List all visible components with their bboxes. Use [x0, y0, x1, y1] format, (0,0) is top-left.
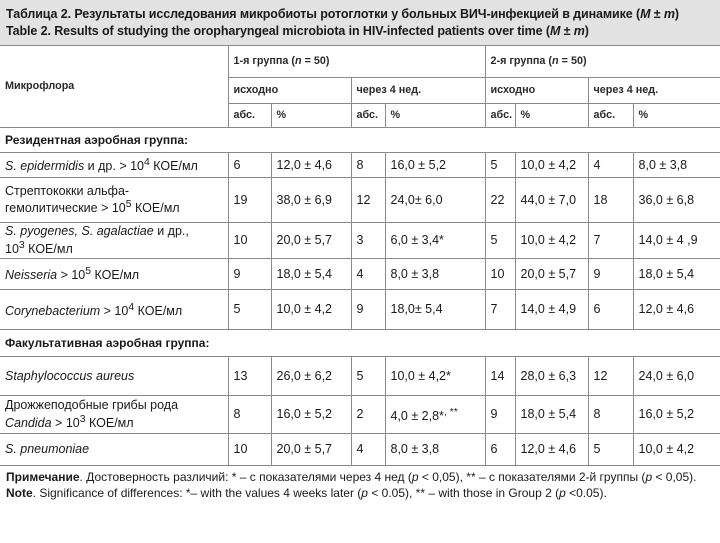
pct-header: % — [515, 104, 588, 128]
row-label: Staphylococcus aureus — [0, 357, 228, 396]
abs-header: абс. — [485, 104, 515, 128]
table-row — [0, 434, 720, 466]
row-label: Neisseria > $10^5$ КОЕ/мл — [0, 259, 228, 290]
table-row — [0, 178, 720, 223]
g1-initial-header: исходно — [228, 78, 351, 104]
cell: 8,0 ± 3,8 — [633, 153, 720, 178]
cell: 24,0 ± 6,0 — [633, 357, 720, 396]
row-label: Дрожжеподобные грибы рода Candida > $10^3$ КОЕ/мл — [0, 396, 228, 434]
row-label: S. pyogenes, S. agalactiae и др., $10^3$ КОЕ/мл — [0, 223, 228, 259]
cell: 16,0 ± 5,2 — [385, 153, 485, 178]
cell: 10,0 ± 4,2 — [515, 153, 588, 178]
cell: 18,0± 5,4 — [385, 290, 485, 330]
cell: 20,0 ± 5,7 — [271, 223, 351, 259]
cell: 8,0 ± 3,8 — [385, 434, 485, 466]
cell: 2 — [351, 396, 385, 434]
cell: 10,0 ± 4,2 — [271, 290, 351, 330]
abs-header: абс. — [228, 104, 271, 128]
cell: 12,0 ± 4,6 — [633, 290, 720, 330]
table-row — [0, 223, 720, 259]
footnote-en: Note. Significance of differences: *– with the values 4 weeks later (p < 0.05), ** – with those in Group 2 (p <0.05). — [6, 486, 607, 500]
abs-header: абс. — [351, 104, 385, 128]
cell: 36,0 ± 6,8 — [633, 178, 720, 223]
cell: 4,0 ± 2,8*, ** — [385, 396, 485, 434]
cell: 10,0 ± 4,2 — [515, 223, 588, 259]
cell: 18,0 ± 5,4 — [271, 259, 351, 290]
cell: 8 — [588, 396, 633, 434]
cell: 20,0 ± 5,7 — [271, 434, 351, 466]
cell: 18,0 ± 5,4 — [515, 396, 588, 434]
cell: 9 — [228, 259, 271, 290]
microflora-header: Микрофлора — [0, 46, 228, 128]
g2-initial-header: исходно — [485, 78, 588, 104]
cell: 12 — [588, 357, 633, 396]
cell: 10 — [228, 223, 271, 259]
cell: 28,0 ± 6,3 — [515, 357, 588, 396]
row-label: S. pneumoniae — [0, 434, 228, 466]
results-table — [0, 45, 720, 466]
cell: 12,0 ± 4,6 — [515, 434, 588, 466]
cell: 6,0 ± 3,4* — [385, 223, 485, 259]
cell: 5 — [485, 223, 515, 259]
footnote-ru: Примечание. Достоверность различий: * – с показателями через 4 нед (p < 0,05), ** – с показателями 2-й группы (p < 0,05). — [6, 470, 697, 484]
cell: 10 — [485, 259, 515, 290]
g2-after4-header: через 4 нед. — [588, 78, 720, 104]
table-title — [0, 0, 720, 45]
table-row — [0, 357, 720, 396]
abs-header: абс. — [588, 104, 633, 128]
cell: 4 — [588, 153, 633, 178]
cell: 26,0 ± 6,2 — [271, 357, 351, 396]
cell: 6 — [485, 434, 515, 466]
title-en: Table 2. Results of studying the oropharyngeal microbiota in HIV-infected patients over time (M ± m) — [6, 24, 589, 38]
cell: 19 — [228, 178, 271, 223]
header-row-1 — [0, 46, 720, 78]
cell: 6 — [228, 153, 271, 178]
cell: 14 — [485, 357, 515, 396]
cell: 14,0 ± 4 ,9 — [633, 223, 720, 259]
table-row — [0, 259, 720, 290]
cell: 8 — [228, 396, 271, 434]
group1-header: 1-я группа (n = 50) — [228, 46, 485, 78]
cell: 7 — [588, 223, 633, 259]
cell: 12 — [351, 178, 385, 223]
cell: 7 — [485, 290, 515, 330]
cell: 9 — [485, 396, 515, 434]
row-label: S. epidermidis и др. > $10^4$ КОЕ/мл — [0, 153, 228, 178]
cell: 8 — [351, 153, 385, 178]
cell: 22 — [485, 178, 515, 223]
g1-after4-header: через 4 нед. — [351, 78, 485, 104]
cell: 9 — [588, 259, 633, 290]
table-row — [0, 290, 720, 330]
section-label: Факультативная аэробная группа: — [0, 330, 720, 357]
cell: 20,0 ± 5,7 — [515, 259, 588, 290]
section-label: Резидентная аэробная группа: — [0, 128, 720, 153]
cell: 10,0 ± 4,2 — [633, 434, 720, 466]
cell: 12,0 ± 4,6 — [271, 153, 351, 178]
section-resident — [0, 128, 720, 153]
cell: 5 — [485, 153, 515, 178]
table-row — [0, 396, 720, 434]
cell: 5 — [351, 357, 385, 396]
cell: 24,0± 6,0 — [385, 178, 485, 223]
pct-header: % — [633, 104, 720, 128]
cell: 10 — [228, 434, 271, 466]
cell: 18,0 ± 5,4 — [633, 259, 720, 290]
cell: 9 — [351, 290, 385, 330]
table-row — [0, 153, 720, 178]
row-label: Corynebacterium > $10^4$ КОЕ/мл — [0, 290, 228, 330]
pct-header: % — [271, 104, 351, 128]
title-ru: Таблица 2. Результаты исследования микробиоты ротоглотки у больных ВИЧ-инфекцией в динамике (M ± m) — [6, 7, 679, 21]
cell: 14,0 ± 4,9 — [515, 290, 588, 330]
footnote — [0, 466, 720, 501]
cell: 16,0 ± 5,2 — [633, 396, 720, 434]
cell: 16,0 ± 5,2 — [271, 396, 351, 434]
cell: 44,0 ± 7,0 — [515, 178, 588, 223]
cell: 4 — [351, 259, 385, 290]
cell: 8,0 ± 3,8 — [385, 259, 485, 290]
cell: 4 — [351, 434, 385, 466]
cell: 38,0 ± 6,9 — [271, 178, 351, 223]
group2-header: 2-я группа (n = 50) — [485, 46, 720, 78]
cell: 13 — [228, 357, 271, 396]
cell: 10,0 ± 4,2* — [385, 357, 485, 396]
cell: 6 — [588, 290, 633, 330]
cell: 3 — [351, 223, 385, 259]
cell: 5 — [588, 434, 633, 466]
cell: 5 — [228, 290, 271, 330]
row-label: Стрептококки альфа- гемолитические > $10^5$ КОЕ/мл — [0, 178, 228, 223]
cell: 18 — [588, 178, 633, 223]
section-facultative — [0, 330, 720, 357]
pct-header: % — [385, 104, 485, 128]
